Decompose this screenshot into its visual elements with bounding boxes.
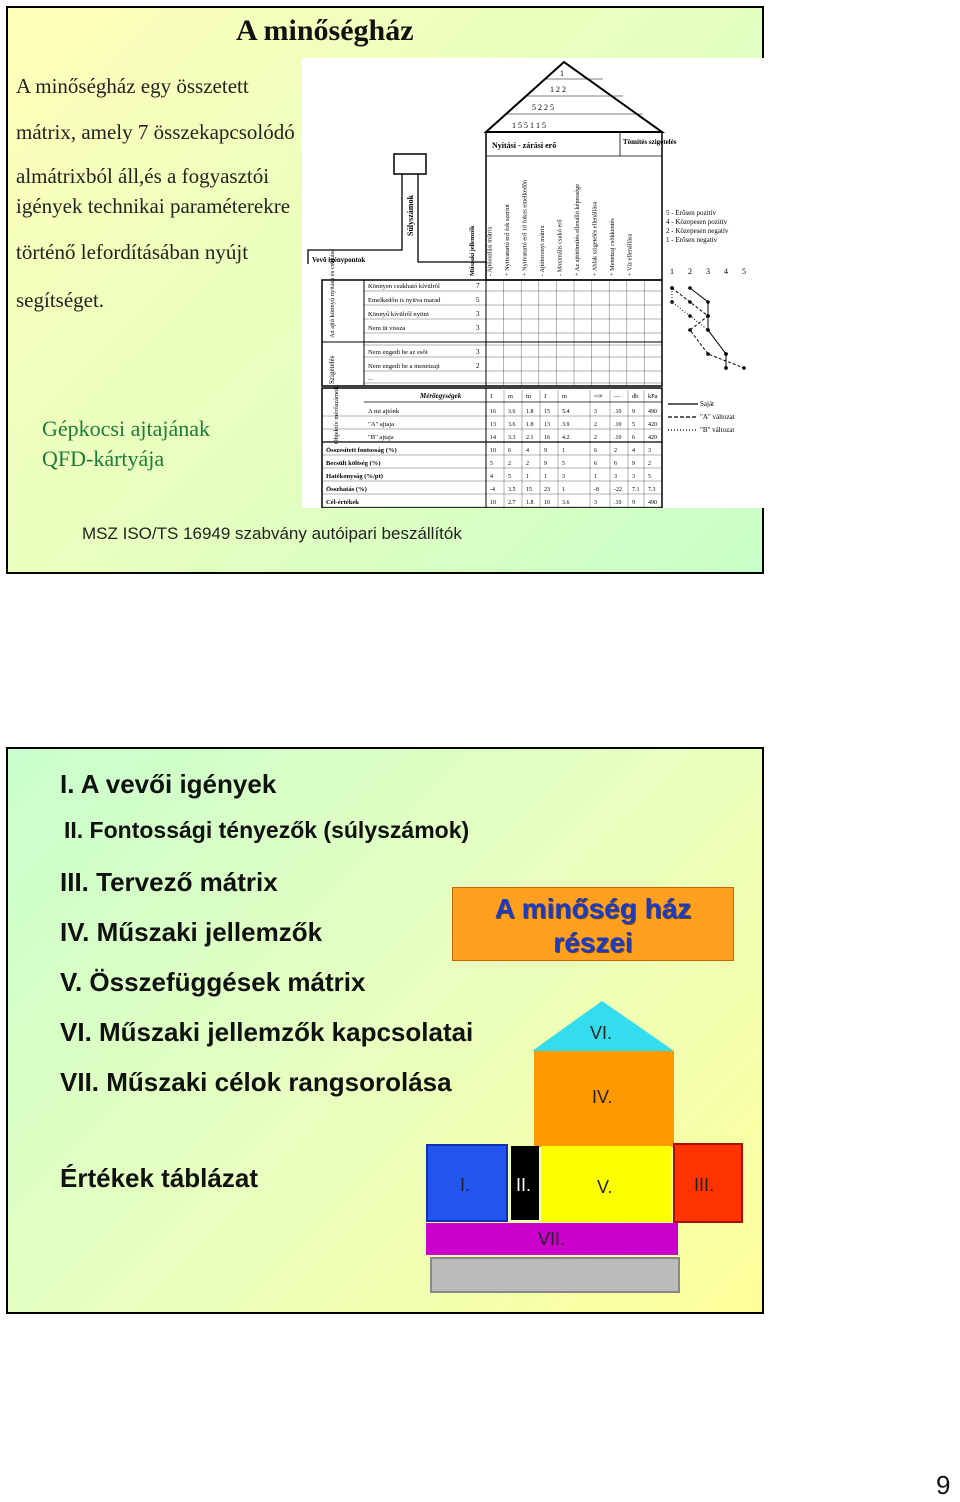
product-row-value: .10 xyxy=(614,422,622,428)
summary-row-value: 9 xyxy=(544,448,547,454)
column-label: + Menetzaj csökkentés xyxy=(609,218,616,276)
comparison-point xyxy=(706,328,710,332)
summary-row-value: 7.3 xyxy=(648,487,656,493)
customer-header: Vevő igénypontok xyxy=(312,256,366,264)
rating-axis xyxy=(670,267,746,276)
house-parts-title xyxy=(453,892,733,960)
comparison-point xyxy=(706,352,710,356)
product-row-label: A mi ajtónk xyxy=(368,408,400,415)
measure-header: Mérőegységek xyxy=(420,392,462,400)
summary-row-value: 7.1 xyxy=(632,487,640,493)
comparison-legend-item: "B" változat xyxy=(700,426,735,434)
requirement-row-label: Könnyen csukható kívülről xyxy=(368,283,440,290)
slide-house-of-quality-intro xyxy=(6,6,764,574)
summary-row-value: 3 xyxy=(594,500,597,506)
column-label: - Ajtótoronyi mátrix xyxy=(539,225,546,276)
product-row-value: 15 xyxy=(544,409,550,415)
figure-caption-line: Gépkocsi ajtajának xyxy=(42,416,210,441)
summary-row-value: 1 xyxy=(594,474,597,480)
summary-row-value: 1 xyxy=(562,487,565,493)
list-item: II. Fontossági tényezők (súlyszámok) xyxy=(64,817,470,843)
requirement-row-label: ... xyxy=(368,375,373,382)
house-parts-title-line: részei xyxy=(553,927,633,958)
summary-row-value: 2.7 xyxy=(508,500,516,506)
page-number: 9 xyxy=(936,1470,951,1500)
summary-row-value: 1 xyxy=(526,474,529,480)
rating-axis-tick: 5 xyxy=(742,267,746,276)
summary-row-value: 2 xyxy=(526,461,529,467)
product-row-value: 2 xyxy=(594,422,597,428)
column-label: Műszaki jellemzők xyxy=(469,225,476,276)
summary-row-label: Cél-értékek xyxy=(326,499,359,506)
summary-row-value: 1 xyxy=(562,448,565,454)
summary-row-value: 23 xyxy=(544,487,550,493)
summary-row-label: Összhatás (%) xyxy=(326,486,367,493)
measure-unit: kPa xyxy=(648,393,658,400)
requirement-row-label: Emelkedőn is nyitva marad xyxy=(368,297,441,304)
column-label: - Ajtóoszlási mátrix xyxy=(486,226,494,276)
comparison-point xyxy=(670,286,674,290)
requirement-weight: 5 xyxy=(476,296,480,304)
side-group-label: Szigetelés xyxy=(328,355,336,384)
column-label: + Víz ellenállása xyxy=(626,233,634,276)
product-row-value: 1.8 xyxy=(526,409,534,415)
requirement-row-label: Nem engedi be az esőt xyxy=(368,349,428,356)
product-row-value: 4.2 xyxy=(562,435,570,441)
summary-row-value: 3 xyxy=(632,474,635,480)
comparison-point xyxy=(742,366,746,370)
comparison-point xyxy=(724,352,728,356)
house-parts-title-box xyxy=(452,887,734,961)
competitor-comparison-chart xyxy=(670,286,746,370)
figure-caption-line: QFD-kártyája xyxy=(42,446,165,471)
measure-unit: db xyxy=(632,393,639,400)
product-row-value: .10 xyxy=(614,435,622,441)
comparison-legend xyxy=(668,400,735,434)
measure-unit: J xyxy=(490,393,493,400)
list-item: IV. Műszaki jellemzők xyxy=(60,917,323,947)
planning-label: III. xyxy=(694,1175,715,1195)
summary-row-value: 3 xyxy=(614,474,617,480)
summary-row-value: 5 xyxy=(508,474,511,480)
product-row-value: 14 xyxy=(490,435,496,441)
comparison-point xyxy=(688,286,692,290)
summary-row-value: 3 xyxy=(562,474,565,480)
base-block xyxy=(430,1257,680,1293)
summary-row-value: 3 xyxy=(648,448,651,454)
product-row-value: 490 xyxy=(648,409,657,415)
weights-label: II. xyxy=(516,1175,532,1195)
slide-house-parts xyxy=(6,747,764,1314)
list-item: V. Összefüggések mátrix xyxy=(60,967,366,997)
relations-label: V. xyxy=(597,1177,613,1197)
column-label: + Nyitvatartó erő 10 fokos emelkedőn xyxy=(521,179,529,276)
requirement-row-label: Nem engedi be a menetzajt xyxy=(368,363,440,370)
requirement-row-label: ... xyxy=(368,337,373,344)
summary-row-value: 6 xyxy=(614,461,617,467)
legend-scale-item: 2 - Közepesen negatív xyxy=(666,227,729,235)
summary-row-value: 2 xyxy=(508,461,511,467)
technical-label: IV. xyxy=(592,1087,613,1107)
intro-line: segítséget. xyxy=(16,288,105,312)
column-label: + Nyitvatartó erő fok szerint xyxy=(504,204,511,276)
svg-text:1: 1 xyxy=(560,69,564,78)
requirement-weight: 7 xyxy=(476,282,480,290)
summary-row-value: 2 xyxy=(614,448,617,454)
summary-row-value: 3.6 xyxy=(562,500,570,506)
measure-unit: — xyxy=(614,393,621,400)
summary-row-label: Hatékonyság (%/pt) xyxy=(326,473,383,480)
legend-scale-item: 1 - Erősen negatív xyxy=(666,236,718,244)
product-row-label: "B" ajtaja xyxy=(368,434,394,441)
list-item: III. Tervező mátrix xyxy=(60,867,278,897)
product-row-value: 3 xyxy=(594,409,597,415)
summary-row-value: -4 xyxy=(490,487,495,493)
summary-row-value: 5 xyxy=(562,461,565,467)
list-item: VI. Műszaki jellemzők kapcsolatai xyxy=(60,1017,474,1047)
product-row-value: 1.8 xyxy=(526,422,534,428)
summary-row-value: 9 xyxy=(632,461,635,467)
roof-values: 1 5 5 1 1 5 xyxy=(512,121,546,130)
measure-unit: =/≠ xyxy=(594,393,603,400)
svg-text:5 2 2 5: 5 2 2 5 xyxy=(532,103,554,112)
product-row-value: 16 xyxy=(490,409,496,415)
value-table-label: Értékek táblázat xyxy=(60,1163,258,1193)
list-item: I. A vevői igények xyxy=(60,769,277,799)
summary-row-value: 9 xyxy=(632,500,635,506)
summary-row-value: 6 xyxy=(508,448,511,454)
summary-row-value: -8 xyxy=(594,487,599,493)
intro-line: mátrix, amely 7 összekapcsolódó xyxy=(16,120,295,144)
svg-text:1 2 2: 1 2 2 xyxy=(550,85,566,94)
summary-row-value: 6 xyxy=(594,448,597,454)
measure-unit: m xyxy=(508,393,513,400)
product-row-value: 5 xyxy=(632,422,635,428)
summary-row-value: -22 xyxy=(614,487,622,493)
roof-label: VI. xyxy=(590,1023,613,1043)
summary-row-value: 10 xyxy=(544,500,550,506)
column-label: + Ablak szigetelés ellenállása xyxy=(591,201,599,276)
requirement-row-label: Könnyű kívülről nyitni xyxy=(368,311,429,318)
rating-axis-tick: 3 xyxy=(706,267,710,276)
intro-line: almátrixból áll,és a fogyasztói xyxy=(16,164,270,188)
house-parts-title-line: A minőség ház xyxy=(494,893,692,924)
column-label: - Maximális csukó erő xyxy=(556,219,564,276)
summary-row-value: 5 xyxy=(648,474,651,480)
product-row-value: 13 xyxy=(544,422,550,428)
summary-row-value: 4 xyxy=(632,448,635,454)
comparison-point xyxy=(688,314,692,318)
slide-title: A minőségház xyxy=(236,14,414,47)
legend-scale-item: 5 - Erősen pozitív xyxy=(666,209,716,217)
summary-row-value: 2 xyxy=(648,461,651,467)
requirement-weight: 2 xyxy=(476,362,480,370)
comparison-point xyxy=(688,300,692,304)
product-row-value: 3.3 xyxy=(508,435,516,441)
summary-row-value: 4 xyxy=(526,448,529,454)
product-row-value: 3.6 xyxy=(508,409,516,415)
summary-row-value: 15 xyxy=(526,487,532,493)
column-labels xyxy=(469,179,634,276)
own-series xyxy=(690,288,726,368)
product-row-value: 420 xyxy=(648,422,657,428)
weight-header: Súlyszámok xyxy=(406,195,415,236)
product-row-value: 3.6 xyxy=(508,422,516,428)
rating-axis-tick: 4 xyxy=(724,267,728,276)
product-row-value: 16 xyxy=(544,435,550,441)
product-row-value: .10 xyxy=(614,409,622,415)
summary-row-label: Becsült költség (%) xyxy=(326,460,381,467)
requirement-weight: 3 xyxy=(476,310,480,318)
measure-unit: m xyxy=(526,393,531,400)
measure-unit: J xyxy=(544,393,547,400)
summary-row-value: 1 xyxy=(544,474,547,480)
list-item: VII. Műszaki célok rangsorolása xyxy=(60,1067,452,1097)
product-row-value: 3.9 xyxy=(562,422,570,428)
requirement-row-label: Nem üt vissza xyxy=(368,325,406,332)
legend-scale-item: 4 - Közepesen pozitív xyxy=(666,218,728,226)
product-row-value: 13 xyxy=(490,422,496,428)
comparison-point xyxy=(670,300,674,304)
qfd-card-drawing xyxy=(302,58,766,508)
product-row-value: 420 xyxy=(648,435,657,441)
side-group-label: Az ajtó könnyű nyitása és csukása xyxy=(329,249,336,338)
summary-row-value: 1.8 xyxy=(526,500,534,506)
summary-row-value: 9 xyxy=(544,461,547,467)
summary-row-label: Összesített fontosság (%) xyxy=(326,447,397,454)
comparison-legend-item: "A" változat xyxy=(700,413,735,421)
qfd-card-figure xyxy=(302,58,766,508)
summary-row-value: 3.5 xyxy=(508,487,516,493)
rating-axis-tick: 1 xyxy=(670,267,674,276)
comparison-legend-item: Saját xyxy=(700,400,714,408)
comparison-point xyxy=(688,328,692,332)
intro-line: történő lefordításában nyújt xyxy=(16,240,249,264)
requirement-weight: 3 xyxy=(476,348,480,356)
intro-line: A minőségház egy összetett xyxy=(16,74,249,98)
product-row-value: 2.1 xyxy=(526,435,534,441)
comparison-point xyxy=(724,366,728,370)
b-series xyxy=(672,288,726,368)
requirement-weight: 3 xyxy=(476,324,480,332)
product-row-value: 2 xyxy=(594,435,597,441)
summary-row-value: 4 xyxy=(490,474,493,480)
measure-unit: m xyxy=(562,393,567,400)
summary-row-value: 6 xyxy=(594,461,597,467)
product-row-value: 6 xyxy=(632,435,635,441)
summary-row-value: .10 xyxy=(614,500,622,506)
targets-label: VII. xyxy=(538,1229,566,1249)
product-row-label: "A" ajtaja xyxy=(368,421,395,428)
comparison-point xyxy=(706,314,710,318)
standard-reference: MSZ ISO/TS 16949 szabvány autóipari beszállítók xyxy=(82,524,462,543)
roof-label: Nyitási - zárási erő xyxy=(492,141,557,150)
customer-label: I. xyxy=(460,1175,471,1195)
intro-line: igények technikai paraméterekre xyxy=(16,194,291,218)
roof-label-right: Tömítés szigetelés xyxy=(623,138,677,146)
product-row-value: 9 xyxy=(632,409,635,415)
summary-row-value: 10 xyxy=(490,448,496,454)
requirement-rows xyxy=(364,280,662,386)
column-label: + Az ajtótömítés ellenálló képessége xyxy=(574,183,581,276)
side-group-label: Objektív mérőszámok xyxy=(333,386,340,444)
product-row-value: 5.4 xyxy=(562,409,570,415)
rating-axis-tick: 2 xyxy=(688,267,692,276)
measure-table xyxy=(322,388,662,508)
summary-row-value: 5 xyxy=(490,461,493,467)
summary-row-value: 10 xyxy=(490,500,496,506)
comparison-point xyxy=(706,300,710,304)
summary-row-value: 490 xyxy=(648,500,657,506)
